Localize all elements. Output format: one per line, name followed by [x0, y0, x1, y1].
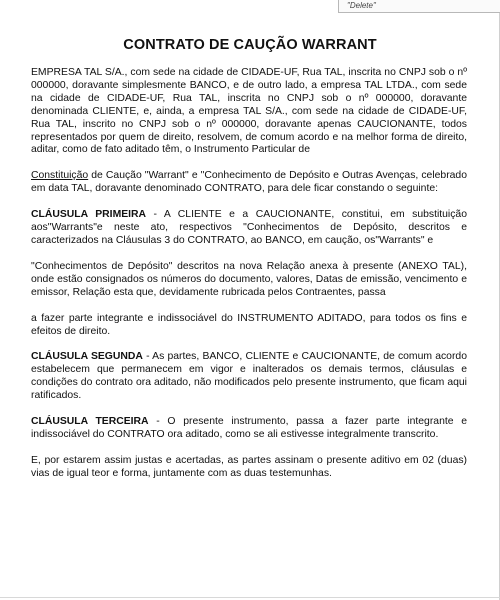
comment-hint-text: "Delete": [347, 1, 376, 10]
clause-second: [31, 351, 467, 403]
comment-hint-box: [338, 0, 500, 13]
paragraph-integral-part: a fazer parte integrante e indissociável do INSTRUMENTO ADITADO, para todos os fins e efeitos de direito.: [31, 312, 467, 337]
underlined-word: Constituição: [31, 170, 89, 182]
clause-first-label: CLÁUSULA PRIMEIRA: [31, 209, 147, 221]
clause-second-text: - As partes, BANCO, CLIENTE e CAUCIONANTE, de comum acordo estabelecem que permanecem em vigor e inalterados os demais termos, cláusulas e condições do contrato ora aditado, não modificados pelo presente instrumento, que ficam aqui ratificados.: [31, 351, 467, 402]
document-title: CONTRATO DE CAUÇÃO WARRANT: [123, 37, 377, 53]
clause-first-text: - A CLIENTE e a CAUCIONANTE, constitui, em substituição aos"Warrants"e neste ato, respectivos "Conhecimentos de Depósito, descritos e caracterizados na Cláusulas 3 do CONTRATO, ao BANCO, em caução, os"Warrants" e: [31, 209, 467, 246]
paragraph-object-text: de Caução "Warrant" e "Conhecimento de Depósito e Outras Avenças, celebrado em data TAL, doravante denominado CONTRATO, para dele ficar constando o seguinte:: [31, 170, 467, 195]
paragraph-closing: E, por estarem assim justas e acertadas, as partes assinam o presente aditivo em 02 (duas) vias de igual teor e forma, juntamente com as duas testemunhas.: [31, 454, 467, 479]
clause-third: [31, 416, 467, 442]
paragraph-object: [31, 170, 467, 196]
paragraph-parties: EMPRESA TAL S/A., com sede na cidade de CIDADE-UF, Rua TAL, inscrita no CNPJ sob o nº 000000, doravante simplesmente BANCO, e de outro lado, a empresa TAL LTDA., com sede na cidade de CIDADE-UF, Rua TAL, inscrita no CNPJ sob o nº 000000, doravante denominada CLIENTE, e, ainda, a empresa TAL S/A., com sede na cidade de CIDADE-UF, Rua TAL, inscrito no CNPJ sob o nº 000000, doravante apenas CAUCIONANTE, todos representados por quem de direito, resolvem, de comum acordo e na melhor forma de direito, aditar, como de fato aditado têm, o Instrumento Particular de: [31, 67, 467, 156]
document-body: [31, 67, 467, 481]
paragraph-annex: "Conhecimentos de Depósito" descritos na nova Relação anexa à presente (ANEXO TAL), onde estão consignados os números do documento, valores, Datas de emissão, vencimento e emissor, Relação esta que, devidamente rubricada pelos Contraentes, passa: [31, 260, 467, 298]
clause-third-label: CLÁUSULA TERCEIRA: [31, 416, 149, 428]
page-bottom-divider: [0, 597, 500, 598]
clause-second-label: CLÁUSULA SEGUNDA: [31, 351, 143, 363]
clause-first: [31, 209, 467, 248]
clause-third-text: - O presente instrumento, passa a fazer parte integrante e indissociável do CONTRATO ora aditado, como se ali estivesse integralmente transcrito.: [31, 416, 467, 440]
